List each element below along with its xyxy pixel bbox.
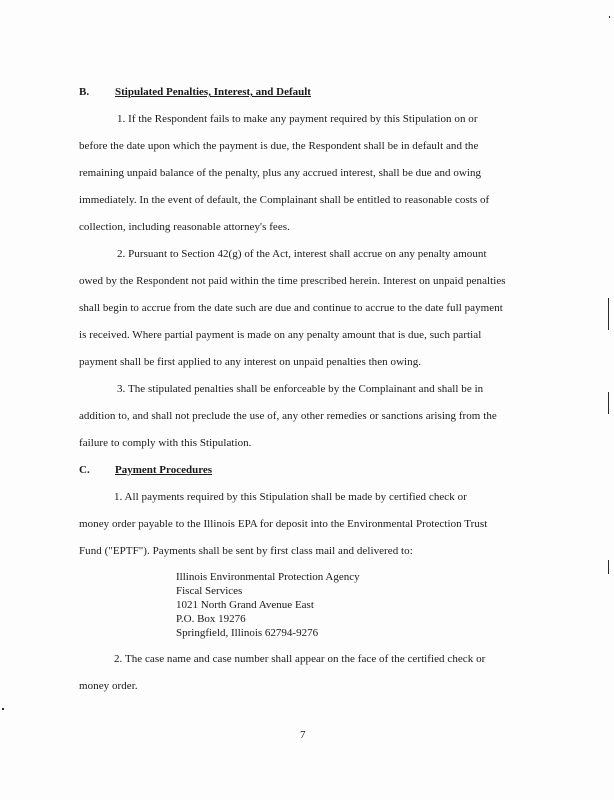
para-b3-line: addition to, and shall not preclude the use of, any other remedies or sanctions arising from the [79,410,497,422]
mailing-address [176,570,360,640]
para-b1-line: 1. If the Respondent fails to make any payment required by this Stipulation on or [117,113,478,125]
section-b-title: Stipulated Penalties, Interest, and Default [115,86,311,98]
scan-mark [609,16,610,18]
address-line: P.O. Box 19276 [176,613,246,625]
section-b-letter: B. [79,86,90,98]
para-b2-line: owed by the Respondent not paid within the time prescribed herein. Interest on unpaid penalties [79,275,506,287]
address-line: 1021 North Grand Avenue East [176,599,314,611]
section-b-heading [79,86,311,98]
address-line: Springfield, Illinois 62794-9276 [176,627,319,639]
para-b1-line: remaining unpaid balance of the penalty, plus any accrued interest, shall be due and owing [79,167,482,179]
para-b2-line: shall begin to accrue from the date such are due and continue to accrue to the date full payment [79,302,503,314]
scan-mark [608,298,609,330]
address-line: Fiscal Services [176,585,243,597]
scan-mark [608,560,609,574]
para-b2-line: payment shall be first applied to any interest on unpaid penalties then owing. [79,356,422,368]
para-b1-line: collection, including reasonable attorney's fees. [79,221,290,233]
section-c-title: Payment Procedures [115,464,213,476]
para-b1-line: before the date upon which the payment is due, the Respondent shall be in default and the [79,140,479,152]
section-c-heading [79,464,212,476]
section-c-letter: C. [79,464,90,476]
page-number: 7 [300,729,306,741]
para-c1-line: Fund ("EPTF"). Payments shall be sent by first class mail and delivered to: [79,545,413,557]
address-line: Illinois Environmental Protection Agency [176,571,360,583]
para-b1-line: immediately. In the event of default, the Complainant shall be entitled to reasonable costs of [79,194,490,206]
para-c1-line: 1. All payments required by this Stipulation shall be made by certified check or [114,491,467,503]
para-b3-line: 3. The stipulated penalties shall be enforceable by the Complainant and shall be in [117,383,484,395]
para-c1-line: money order payable to the Illinois EPA for deposit into the Environmental Protection Trust [79,518,488,530]
para-c2-line: 2. The case name and case number shall appear on the face of the certified check or [114,653,486,665]
para-c2-line: money order. [79,680,138,692]
scan-mark [608,392,609,414]
scan-mark [2,708,4,710]
para-b2-line: 2. Pursuant to Section 42(g) of the Act, interest shall accrue on any penalty amount [117,248,487,260]
para-b3-line: failure to comply with this Stipulation. [79,437,252,449]
para-b2-line: is received. Where partial payment is made on any penalty amount that is due, such partial [79,329,482,341]
